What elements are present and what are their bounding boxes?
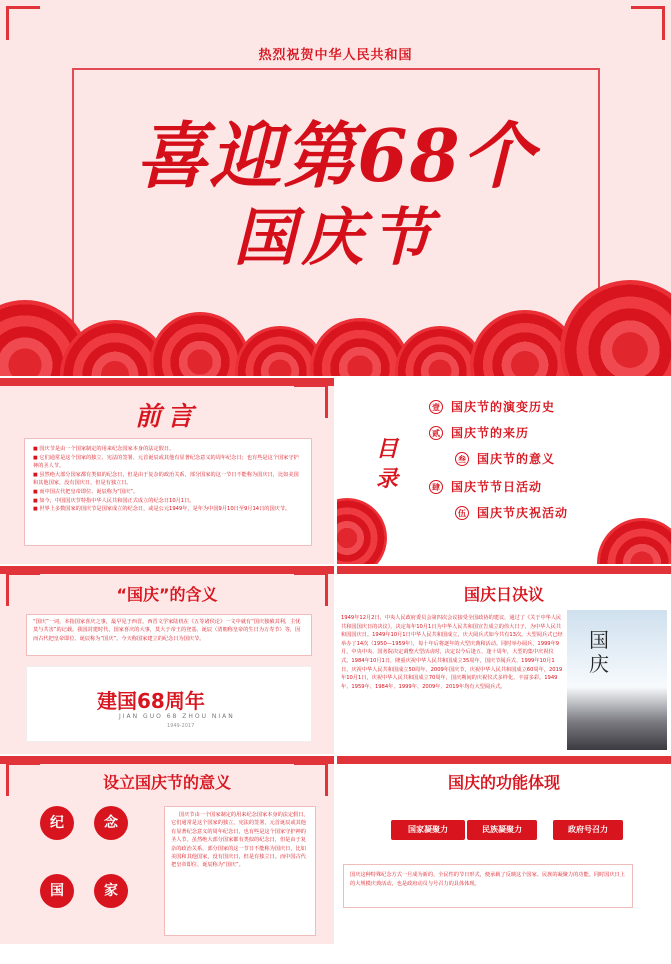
banner-title: 建国68周年 — [97, 689, 205, 713]
anniversary-banner — [26, 666, 312, 742]
top-bar — [0, 566, 334, 574]
toc-number: 伍 — [455, 506, 469, 520]
char-circle: 念 — [94, 806, 128, 840]
auspicious-cloud — [337, 498, 387, 564]
top-bar — [0, 378, 334, 386]
toc-number: 叁 — [455, 452, 469, 466]
corner-ornament — [631, 6, 665, 40]
meaning-slide — [0, 566, 334, 754]
toc-label: 国庆节的意义 — [477, 452, 556, 466]
char-circle: 家 — [94, 874, 128, 908]
functions-slide — [337, 756, 671, 944]
preface-title: 前言 — [134, 402, 199, 432]
significance-text: 国庆节由一个国家制定的用来纪念国家本身的法定假日。它们通常是这个国家的独立，宪法的签署，元首诞辰或其他有显著纪念意义的周年纪念日，也有些是这个国家守护神的圣人节。虽然绝大部分国家都有类似的纪念日，但是由于复杂的政治关系，部分国家的这一节日不能称为国庆日，比如美国和其他国家，没有国庆日，但是有独立日。而中国古代把皇帝即位、诞辰称为“国庆”。 — [164, 806, 316, 936]
meaning-title: “国庆”的含义 — [116, 585, 218, 604]
list-item: ■ 虽然绝大部分国家都有类似的纪念日，但是由于复杂的政治关系，部分国家的这一节日不能称为国庆日，比如美国和其他国家，没有国庆日，但是有独立日。 — [33, 471, 303, 488]
cover-slide — [0, 0, 671, 376]
meaning-text: “国庆”一词，本指国家喜庆之事，最早见于西晋。西晋文学家陆机在《五等诸侯论》一文中就有“国庆独飨其利，主忧莫与共害”的记载。我国封建时代，国家喜庆的大事，莫大于帝王的登基、诞辰（清朝称皇帝的生日为万寿节）等，因而古代把皇帝即位、诞辰称为“国庆”。今天称国家建立的纪念日为国庆节。 — [26, 614, 312, 656]
significance-slide — [0, 756, 334, 944]
auspicious-cloud — [597, 518, 671, 564]
list-item: ■ 如今，中国国庆节特指中华人民共和国正式成立的纪念日10月1日。 — [33, 497, 303, 506]
hero-title-line1: 喜迎第68个 — [135, 113, 536, 198]
banner-pinyin: JIAN GUO 68 ZHOU NIAN — [119, 713, 235, 720]
toc-label: 国庆节节日活动 — [451, 480, 543, 494]
preface-slide — [0, 378, 334, 564]
toc-item-2[interactable] — [429, 424, 529, 441]
top-bar — [337, 566, 671, 574]
resolution-text: 1949年12月2日，中央人民政府委员会第四次会议接受全国政协的建议，通过了《关于中华人民共和国国庆日的决议》，决定每年10月1日为中华人民共和国宣告成立的伟大日子，为中华人民共和国国庆日。1949年10月1日中华人民共和国成立，庆大阅兵式如今共有13次。大型阅兵式已经举办了14次（1950—1959年），每十年后将逐年的大型庆典和活动。同时举办阅兵，1999年9月，中央中央、国务院决定调整大型活动时，决定以今后逢五、逢十周年，大型的集中庆祝仪式。1984年10月1日，隆重庆祝中华人民共和国成立35周年，国庆节阅兵式、1999年10月1日，庆祝中华人民共和国成立50周年，2009年国庆节，庆祝中华人民共和国成立60周年，2019年10月1日，庆祝中华人民共和国成立70周年，国庆期间的庆祝仪式多样化、丰富多彩。1949年、1959年、1984年、1999年、2009年、2019年均有大型阅兵式。 — [341, 615, 563, 690]
list-item: ■ 国庆节是由一个国家制定的用来纪念国家本身的法定假日。 — [33, 445, 303, 454]
toc-number: 肆 — [429, 480, 443, 494]
banner-date: 1949-2017 — [167, 723, 195, 729]
toc-heading: 目录 — [375, 436, 398, 492]
resolution-title: 国庆日决议 — [463, 585, 544, 604]
toc-label: 国庆节庆祝活动 — [477, 506, 569, 520]
top-bar — [0, 756, 334, 764]
list-item: ■ 它们通常是这个国家的独立、宪法的签署、元首诞辰或其他有显著纪念意义的周年纪念日；也有些是这个国家守护神的圣人节。 — [33, 454, 303, 471]
national-cohesion-button[interactable]: 国家凝聚力 — [391, 820, 465, 840]
top-bar — [337, 756, 671, 764]
tiananmen-photo — [567, 610, 667, 750]
toc-label: 国庆节的演变历史 — [451, 400, 556, 414]
toc-number: 贰 — [429, 426, 443, 440]
corner-ornament — [6, 6, 40, 40]
functions-title: 国庆的功能体现 — [447, 773, 560, 792]
toc-label: 国庆节的来历 — [451, 426, 530, 440]
list-item: ■ 世界上多数国家的国庆节是国家成立的纪念日，或是公元1949年，是年为中国9月10日至9月14日的国庆节。 — [33, 505, 303, 514]
hero-subtitle: 热烈祝贺中华人民共和国 — [258, 48, 413, 63]
photo-label: 国庆 — [589, 628, 609, 676]
char-circle: 纪 — [40, 806, 74, 840]
functions-text: 国庆这种特殊纪念方式一旦成为新的、全民性的节日形式，便承载了反映这个国家、民族的凝聚力的功能。同时国庆日上的大规模庆典活动，也是政府动员与号召力的具体体现。 — [343, 864, 633, 908]
toc-item-4[interactable] — [429, 478, 542, 495]
toc-item-3[interactable] — [455, 450, 555, 467]
list-item: ■ 而中国古代把皇帝即位、诞辰称为“国庆”。 — [33, 488, 303, 497]
toc-number: 壹 — [429, 400, 443, 414]
toc-item-1[interactable] — [429, 398, 555, 415]
hero-title-line2: 国庆节 — [233, 201, 438, 274]
significance-title: 设立国庆节的意义 — [102, 773, 231, 792]
government-appeal-button[interactable]: 政府号召力 — [553, 820, 623, 840]
toc-slide — [337, 378, 671, 564]
resolution-slide — [337, 566, 671, 754]
preface-list — [24, 438, 312, 546]
char-circle: 国 — [40, 874, 74, 908]
ethnic-cohesion-button[interactable]: 民族凝聚力 — [467, 820, 537, 840]
toc-item-5[interactable] — [455, 504, 568, 521]
